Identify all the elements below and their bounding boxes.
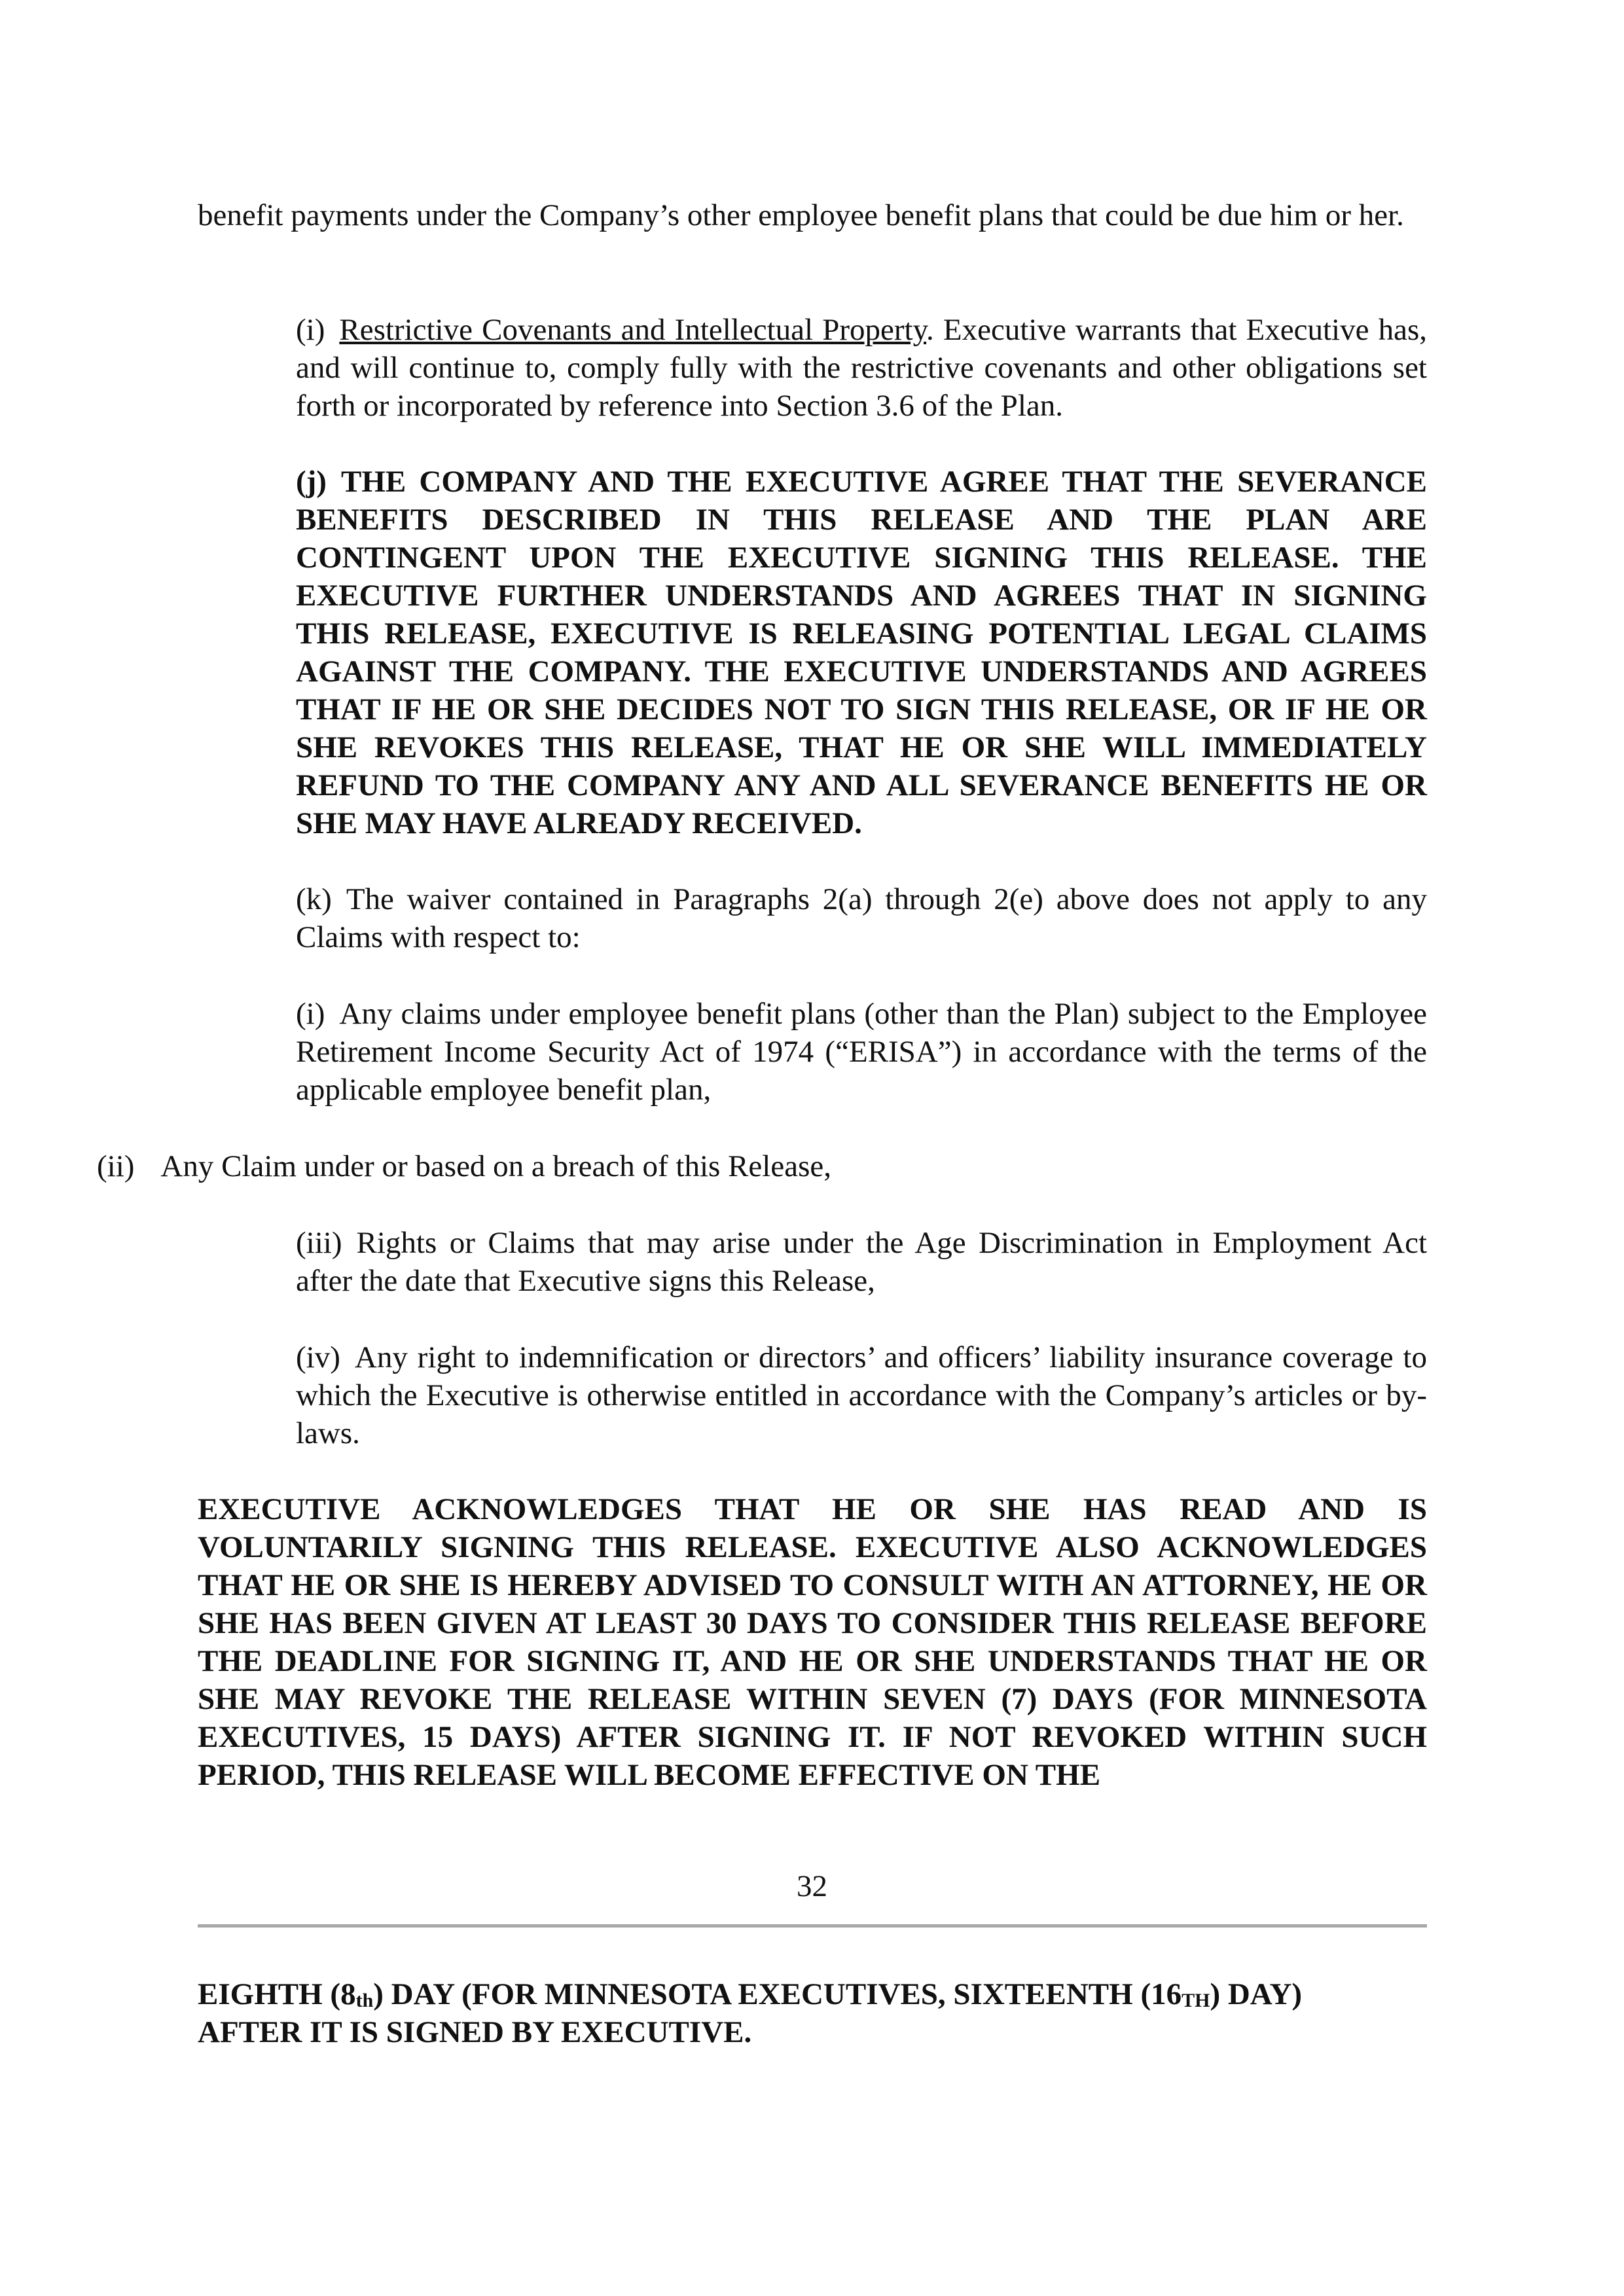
subsection-ii-label: (ii)	[97, 1149, 135, 1183]
page-number: 32	[797, 1869, 827, 1903]
subsection-iii-label: (iii)	[296, 1226, 342, 1260]
subsection-iii-paragraph	[198, 1224, 1427, 1300]
page-divider	[198, 1924, 1427, 1928]
continuation-paragraph	[198, 1975, 1427, 2051]
section-k-text: The waiver contained in Paragraphs 2(a) through 2(e) above does not apply to any Claims with respect to:	[296, 882, 1427, 954]
subsection-iv-text: Any right to indemnification or directors’ and officers’ liability insurance coverage to which the Executive is otherwise entitled in accordance with the Company’s articles or by-laws.	[296, 1340, 1427, 1450]
continuation-sup1: th	[355, 1990, 374, 2011]
section-k-paragraph	[198, 880, 1427, 956]
continuation-part1: EIGHTH (8	[198, 1977, 356, 2011]
intro-text: benefit payments under the Company’s other employee benefit plans that could be due him or her.	[198, 198, 1404, 232]
subsection-i-label: (i)	[296, 997, 325, 1031]
continuation-sup2: TH	[1182, 1990, 1210, 2011]
subsection-iv-paragraph	[198, 1338, 1427, 1452]
continuation-part3: ) DAY)	[1210, 1977, 1303, 2011]
subsection-iv-label: (iv)	[296, 1340, 340, 1374]
subsection-i-paragraph	[198, 995, 1427, 1109]
section-j-label: (j)	[296, 465, 327, 499]
intro-paragraph	[198, 196, 1427, 234]
subsection-ii-text: Any Claim under or based on a breach of this Release,	[160, 1149, 831, 1183]
continuation-line2: AFTER IT IS SIGNED BY EXECUTIVE.	[198, 2015, 752, 2049]
section-i-label: (i)	[296, 313, 325, 347]
section-j-text: THE COMPANY AND THE EXECUTIVE AGREE THAT THE SEVERANCE BENEFITS DESCRIBED IN THIS RELEASE AND THE PLAN ARE CONTINGENT UPON THE EXECUTIVE SIGNING THIS RELEASE. THE EXECUTIVE FURTHER UNDERSTANDS AND AGREES THAT IN SIGNING THIS RELEASE, EXECUTIVE IS RELEASING POTENTIAL LEGAL CLAIMS AGAINST THE COMPANY. THE EXECUTIVE UNDERSTANDS AND AGREES THAT IF HE OR SHE DECIDES NOT TO SIGN THIS RELEASE, OR IF HE OR SHE REVOKES THIS RELEASE, THAT HE OR SHE WILL IMMEDIATELY REFUND TO THE COMPANY ANY AND ALL SEVERANCE BENEFITS HE OR SHE MAY HAVE ALREADY RECEIVED.	[296, 465, 1427, 840]
section-i-title: Restrictive Covenants and Intellectual Property	[339, 313, 927, 347]
acknowledgement-text: EXECUTIVE ACKNOWLEDGES THAT HE OR SHE HAS READ AND IS VOLUNTARILY SIGNING THIS RELEASE. EXECUTIVE ALSO ACKNOWLEDGES THAT HE OR SHE IS HEREBY ADVISED TO CONSULT WITH AN ATTORNEY, HE OR SHE HAS BEEN GIVEN AT LEAST 30 DAYS TO CONSIDER THIS RELEASE BEFORE THE DEADLINE FOR SIGNING IT, AND HE OR SHE UNDERSTANDS THAT HE OR SHE MAY REVOKE THE RELEASE WITHIN SEVEN (7) DAYS (FOR MINNESOTA EXECUTIVES, 15 DAYS) AFTER SIGNING IT. IF NOT REVOKED WITHIN SUCH PERIOD, THIS RELEASE WILL BECOME EFFECTIVE ON THE	[198, 1492, 1427, 1792]
subsection-iii-text: Rights or Claims that may arise under the Age Discrimination in Employment Act after the date that Executive signs this Release,	[296, 1226, 1427, 1298]
acknowledgement-paragraph	[198, 1490, 1427, 1794]
section-i-paragraph	[198, 311, 1427, 425]
continuation-part2: ) DAY (FOR MINNESOTA EXECUTIVES, SIXTEENTH (16	[373, 1977, 1182, 2011]
section-j-paragraph	[198, 463, 1427, 842]
subsection-ii-paragraph	[97, 1147, 1427, 1185]
section-k-label: (k)	[296, 882, 332, 916]
section-i-text: . Executive warrants that Executive has, and will continue to, comply fully with the restrictive covenants and other obligations set forth or incorporated by reference into Section 3.6 of the Plan.	[296, 313, 1427, 423]
subsection-i-text: Any claims under employee benefit plans (other than the Plan) subject to the Employee Retirement Income Security Act of 1974 (“ERISA”) in accordance with the terms of the applicable employee benefit plan,	[296, 997, 1427, 1107]
